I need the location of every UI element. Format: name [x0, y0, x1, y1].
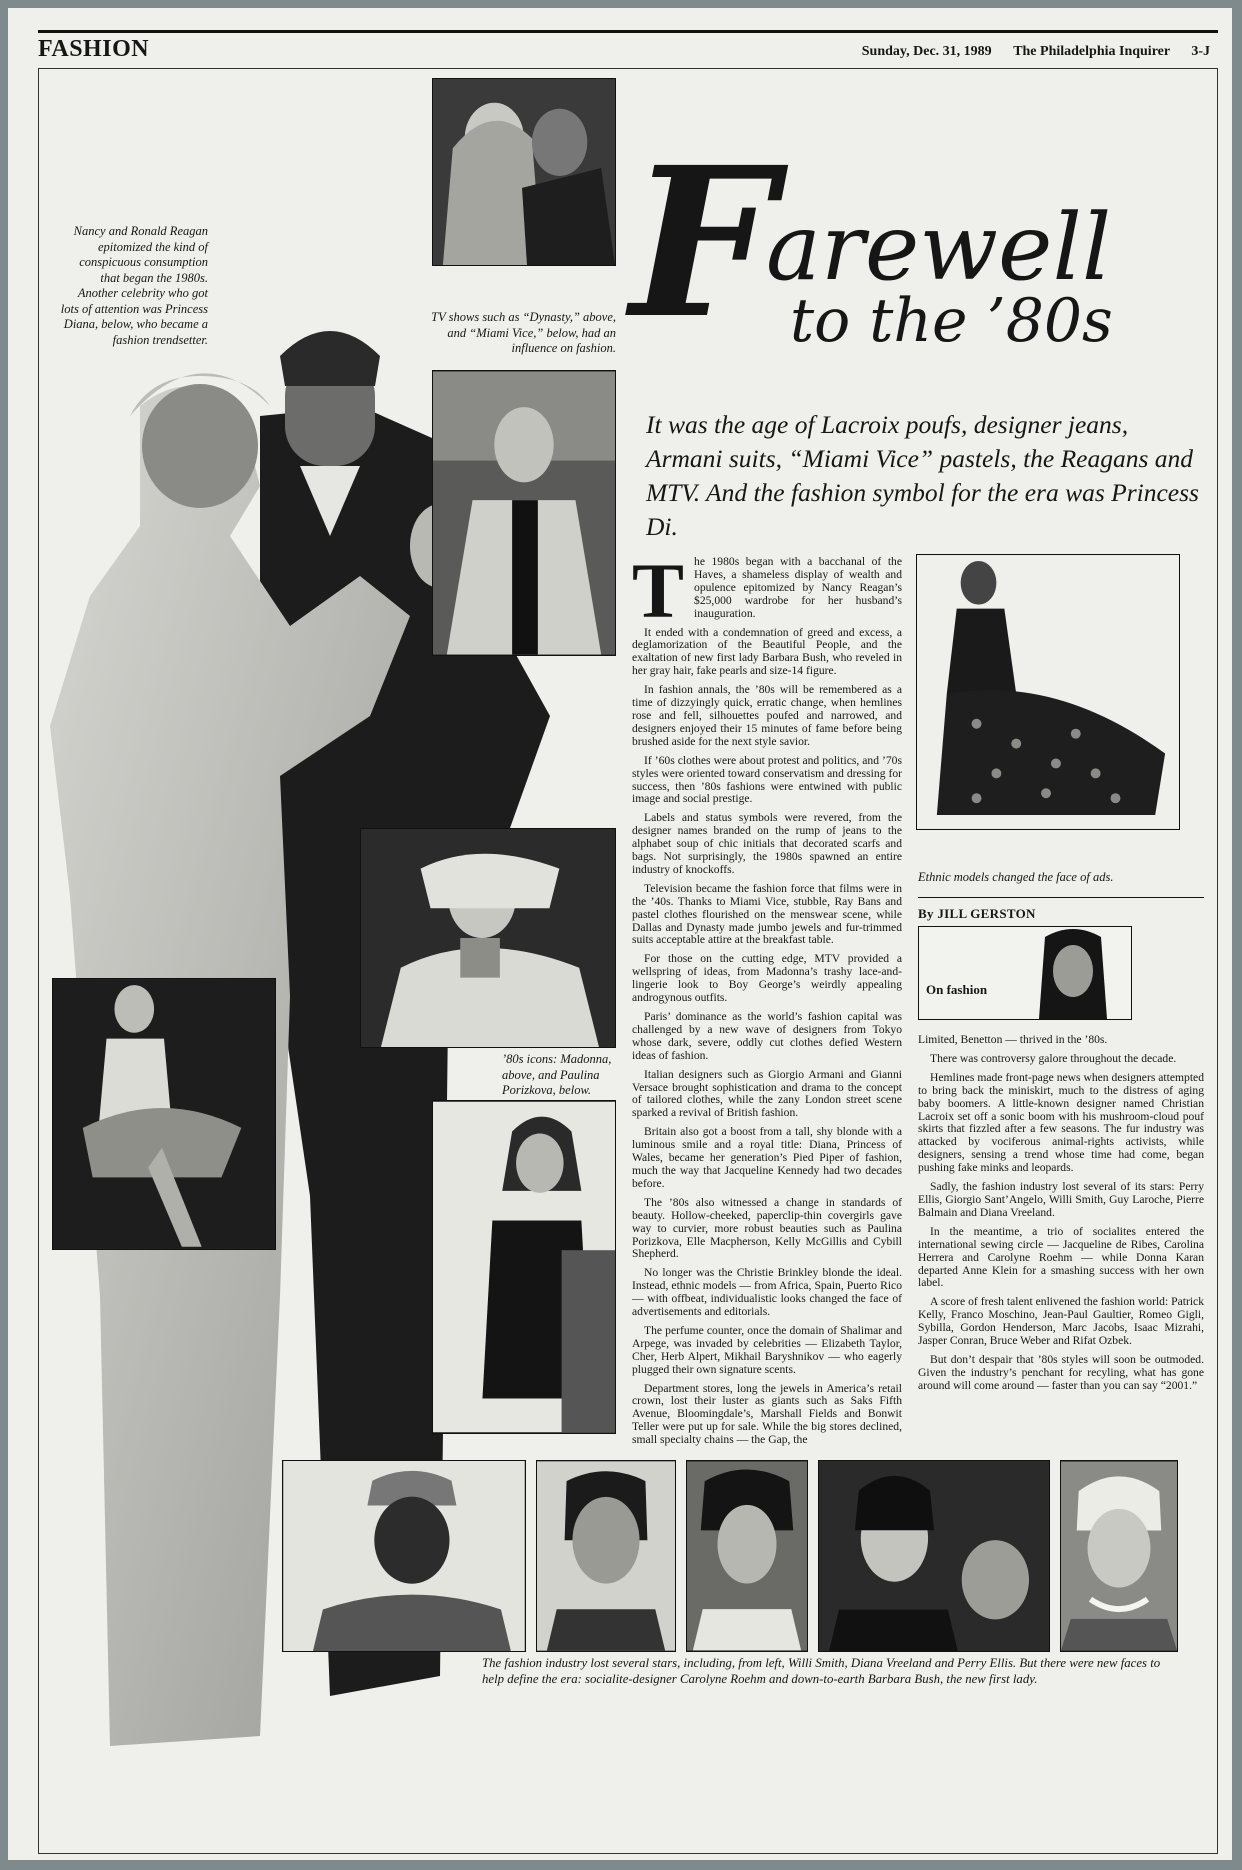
bottom-caption: The fashion industry lost several stars, including, from left, Willi Smith, Diana Vreeland and Perry Ellis. But there were new faces to help define the era: socialite-designer Carolyne Roehm and down-to-earth Barbara Bush, the new first lady.	[482, 1656, 1161, 1686]
newspaper-page	[8, 8, 1232, 1860]
article-column-2	[918, 1034, 1204, 1454]
on-fashion-box	[918, 926, 1132, 1020]
miami-vice-photo	[432, 370, 616, 656]
byline: By JILL GERSTON	[918, 906, 1036, 921]
article-paragraph: Television became the fashion force that films were in the ’40s. Thanks to Miami Vice, stubble, Ray Bans and pastel clothes flourished on the menswear scene, while Dallas and Dynasty made jumbo jewels and fur-trimmed suits acceptable attire at the breakfast table.	[632, 881, 902, 947]
on-fashion-label: On fashion	[926, 982, 988, 997]
tv-shows-caption: TV shows such as “Dynasty,” above, and “Miami Vice,” below, had an influence on fashion.	[431, 310, 616, 355]
article-paragraph: In the meantime, a trio of socialites entered the international sewing circle — Jacqueline de Ribes, Carolina Herrera and Carolyne Roehm — while Donna Karan departed Anne Klein for a smashing success with her own label.	[918, 1224, 1204, 1290]
article-paragraph: The ’80s also witnessed a change in standards of beauty. Hollow-cheeked, paperclip-thin covergirls gave way to curvier, more robust beauties such as Paulina Porizkova, Elle Macpherson, Kelly McGillis and Cybill Shepherd.	[632, 1195, 902, 1261]
icons-caption: ’80s icons: Madonna, above, and Paulina Porizkova, below.	[502, 1052, 612, 1097]
barbara-bush-photo	[1060, 1460, 1178, 1652]
article-paragraph: Department stores, long the jewels in America’s retail crown, lost their luster as giants such as Saks Fifth Avenue, Bloomingdale’s, Marshall Fields and Bonwit Teller were put up for sale. While the big stores declined, small specialty chains — the Gap, the	[632, 1381, 902, 1447]
masthead-info	[844, 44, 1210, 60]
article-paragraph: In fashion annals, the ’80s will be remembered as a time of dizzyingly quick, erratic change, when hemlines rose and fell, silhouettes poufed and narrowed, and designers enjoyed their 15 minutes of fame before being brushed aside for the next style savior.	[632, 683, 902, 748]
article-paragraph: A score of fresh talent enlivened the fashion world: Patrick Kelly, Franco Moschino, Jean-Paul Gaultier, Romeo Gigli, Sybilla, Gordon Henderson, Marc Jacobs, Isaac Mizrahi, Jasper Conran, Bruce Weber and Rifat Ozbek.	[918, 1295, 1204, 1348]
article-paragraph: The perfume counter, once the domain of Shalimar and Arpege, was invaded by celebrities — Elizabeth Taylor, Cher, Herb Alpert, Mikhail Baryshnikov — who eagerly plugged their own signature scents.	[632, 1323, 902, 1376]
willi-smith-photo	[282, 1460, 526, 1652]
perry-ellis-photo	[686, 1460, 808, 1652]
article-paragraph: Limited, Benetton — thrived in the ’80s.	[918, 1034, 1108, 1046]
byline-rule	[918, 897, 1204, 898]
issue-date: Sunday, Dec. 31, 1989	[861, 44, 992, 59]
article-paragraph: If ’60s clothes were about protest and politics, and ’70s styles were oriented toward conservatism and dressing for success, then ’80s fashions were entwined with public image and social prestige.	[632, 753, 902, 806]
madonna-photo	[360, 828, 616, 1048]
diana-vreeland-photo	[536, 1460, 676, 1652]
dynasty-photo	[432, 78, 616, 266]
article-paragraph: Sadly, the fashion industry lost several of its stars: Perry Ellis, Giorgio Sant’Angelo, Willi Smith, Guy Laroche, Pierre Balmain and Diana Vreeland.	[918, 1180, 1204, 1219]
headline-initial: F	[630, 122, 777, 364]
article-paragraph: There was controversy galore throughout the decade.	[930, 1051, 1177, 1065]
article-column-1	[632, 556, 902, 1456]
masthead-rule	[38, 30, 1218, 33]
columnist-photo	[1015, 927, 1131, 1019]
article-paragraph: But don’t despair that ’80s styles will soon be outmoded. Given the industry’s penchant for recyling, what has gone around will come around — faster than you can say “2001.”	[918, 1352, 1204, 1392]
article-paragraph: Italian designers such as Giorgio Armani and Gianni Versace brought sophistication and drama to the concept of tailored clothes, while the zany London street scene sparked a revival of British fashion.	[632, 1067, 902, 1120]
ethnic-models-caption: Ethnic models changed the face of ads.	[918, 870, 1114, 884]
article-paragraph: For those on the cutting edge, MTV provided a wellspring of ideas, from Madonna’s trashy lace-and-lingerie look to Boy George’s weirdly appealing androgynous outfits.	[632, 952, 902, 1005]
section-label: FASHION	[38, 36, 150, 62]
headline-sub: to the ’80s	[790, 286, 1113, 356]
ethnic-model-photo	[916, 554, 1180, 830]
article-paragraph: he 1980s began with a bacchanal of the Haves, a shameless display of wealth and opulence epitomized by Nancy Reagan’s $25,000 wardrobe for her husband’s inauguration.	[694, 556, 902, 620]
drop-cap: T	[632, 556, 685, 634]
princess-diana-photo	[52, 978, 276, 1250]
newspaper-name: The Philadelphia Inquirer	[1013, 44, 1170, 59]
article-paragraph: Labels and status symbols were revered, from the designer names branded on the rump of jeans to the alphabet soup of chic initials that decorated scarfs and bags. Not surprisingly, the 1980s spawned an entire industry of knockoffs.	[632, 811, 902, 876]
article-paragraph: No longer was the Christie Brinkley blonde the ideal. Instead, ethnic models — from Africa, Spain, Puerto Rico — with offbeat, individualistic looks changed the face of advertisements and editorials.	[632, 1266, 902, 1319]
deck: It was the age of Lacroix poufs, designer jeans, Armani suits, “Miami Vice” pastels, the Reagans and MTV. And the fashion symbol for the era was Princess Di.	[646, 410, 1199, 541]
carolyne-roehm-photo	[818, 1460, 1050, 1652]
article-paragraph: It ended with a condemnation of greed and excess, a deglamorization of the Beautiful People, and the exaltation of new first lady Barbara Bush, who reveled in her gray hair, fake pearls and size-14 figure.	[632, 625, 902, 678]
porizkova-photo	[432, 1100, 616, 1434]
article-paragraph: Britain also got a boost from a tall, shy blonde with a luminous smile and a royal title: Diana, Princess of Wales, became her generation’s Pied Piper of fashion, much the way that Jacqueline Kennedy had two decades before.	[632, 1125, 902, 1190]
headline-main: arewell	[766, 194, 1112, 301]
article-paragraph: Hemlines made front-page news when designers attempted to bring back the miniskirt, much to the distress of aging baby boomers. A little-known designer named Christian Lacroix set off a sonic boom with his mushroom-cloud pouf skirts that fizzled after a few seasons. The fur industry was attacked by vociferous animal-rights activists, while designers, sensing a trend whose time had come, began pushing fake minks and leopards.	[918, 1070, 1204, 1175]
page-number: 3-J	[1191, 44, 1210, 59]
reagans-caption: Nancy and Ronald Reagan epitomized the kind of conspicuous consumption that began the 1980s. Another celebrity who got lots of attention was Princess Diana, below, who became a fashion trendsetter.	[60, 224, 208, 347]
article-paragraph: Paris’ dominance as the world’s fashion capital was challenged by a new wave of designers from Tokyo whose dark, severe, oddly cut clothes defied Western ideas of fashion.	[632, 1010, 902, 1062]
